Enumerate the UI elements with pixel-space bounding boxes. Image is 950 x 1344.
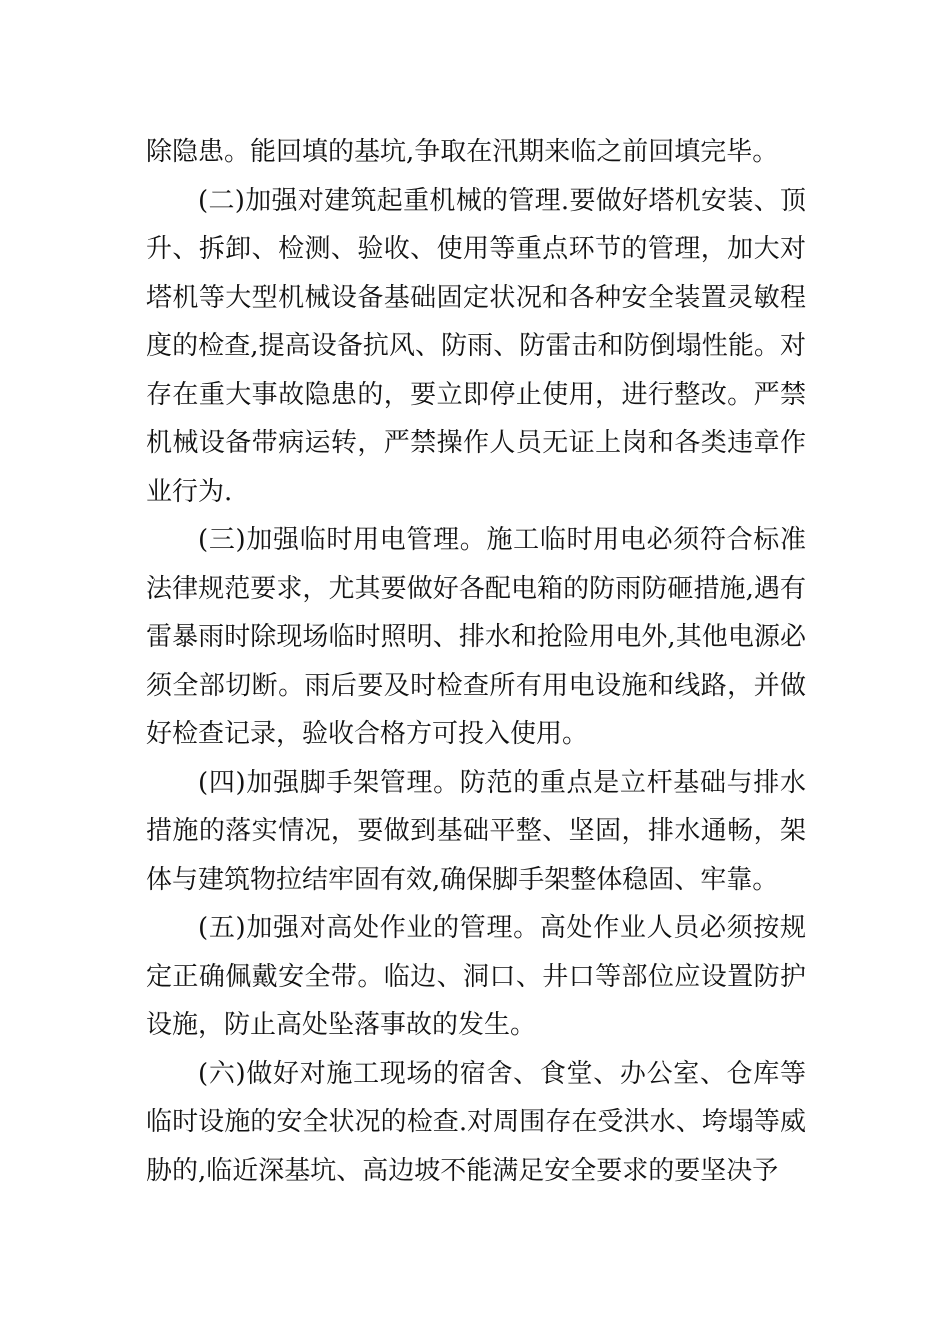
body-text bbox=[146, 128, 806, 1195]
paragraph-item-6: (六)做好对施工现场的宿舍、食堂、办公室、仓库等临时设施的安全状况的检查.对周围存在受洪水、垮塌等威胁的,临近深基坑、高边坡不能满足安全要求的要坚决予 bbox=[146, 1058, 806, 1186]
paragraph-item-3: (三)加强临时用电管理。施工临时用电必须符合标准法律规范要求，尤其要做好各配电箱的防雨防砸措施,遇有雷暴雨时除现场临时照明、排水和抢险用电外,其他电源必须全部切断。雨后要及时检查所有用电设施和线路，并做好检查记录，验收合格方可投入使用。 bbox=[146, 525, 806, 749]
paragraph-continuation: 除隐患。能回填的基坑,争取在汛期来临之前回填完毕。 bbox=[146, 137, 779, 167]
paragraph-item-2: (二)加强对建筑起重机械的管理.要做好塔机安装、顶升、拆卸、检测、验收、使用等重点环节的管理，加大对塔机等大型机械设备基础固定状况和各种安全装置灵敏程度的检查,提高设备抗风、防雨、防雷击和防倒塌性能。对存在重大事故隐患的，要立即停止使用，进行整改。严禁机械设备带病运转，严禁操作人员无证上岗和各类违章作业行为. bbox=[146, 185, 806, 507]
paragraph-item-4: (四)加强脚手架管理。防范的重点是立杆基础与排水措施的落实情况，要做到基础平整、坚固，排水通畅，架体与建筑物拉结牢固有效,确保脚手架整体稳固、牢靠。 bbox=[146, 767, 806, 895]
paragraph-item-5: (五)加强对高处作业的管理。高处作业人员必须按规定正确佩戴安全带。临边、洞口、井口等部位应设置防护设施，防止高处坠落事故的发生。 bbox=[146, 913, 806, 1040]
